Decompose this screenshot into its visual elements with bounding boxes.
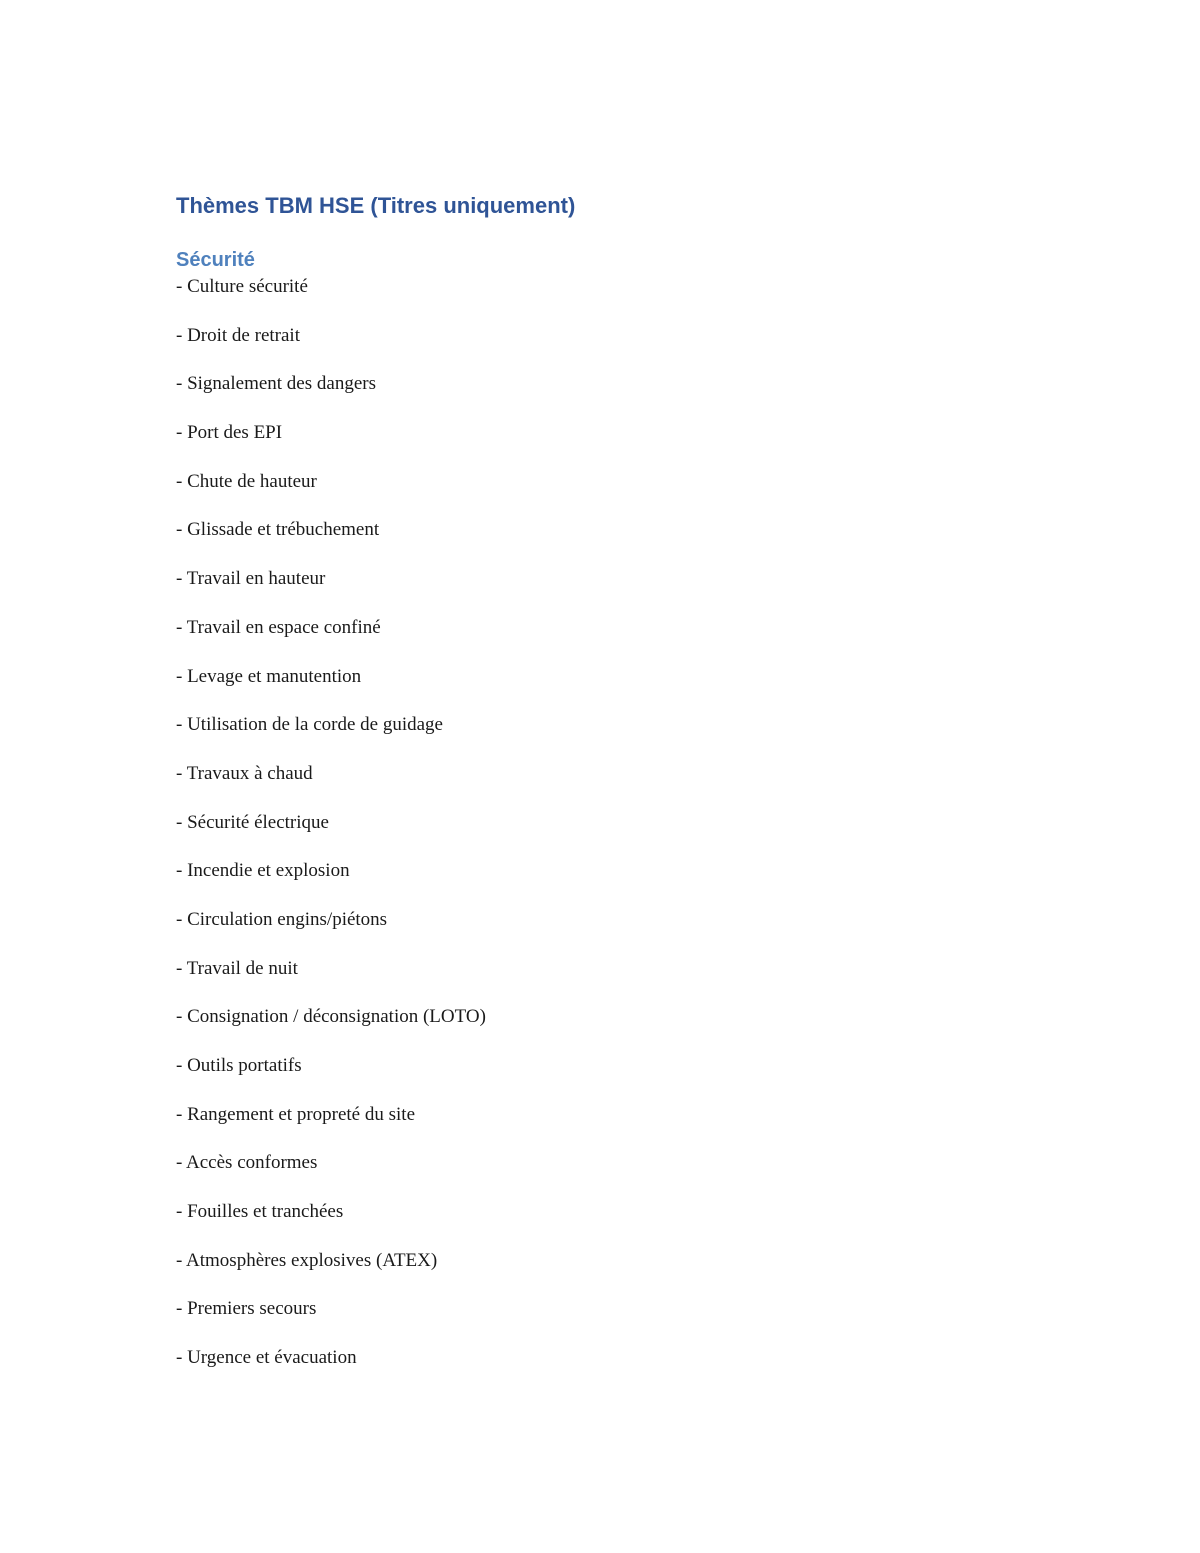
document-content — [176, 190, 1036, 1394]
section-heading-securite: Sécurité — [176, 249, 255, 271]
topic-list — [176, 274, 1036, 1394]
list-item: - Fouilles et tranchées — [176, 1201, 344, 1223]
list-item: - Travail de nuit — [176, 957, 298, 979]
list-item: - Consignation / déconsignation (LOTO) — [176, 1006, 486, 1028]
list-item: - Glissade et trébuchement — [176, 519, 380, 541]
list-item: - Utilisation de la corde de guidage — [176, 714, 443, 736]
list-item: - Travaux à chaud — [176, 762, 313, 784]
list-item: - Rangement et propreté du site — [176, 1103, 416, 1125]
document-title: Thèmes TBM HSE (Titres uniquement) — [176, 193, 576, 218]
list-item: - Droit de retrait — [176, 324, 300, 346]
list-item: - Incendie et explosion — [176, 860, 350, 882]
list-item: - Urgence et évacuation — [176, 1347, 357, 1369]
list-item: - Travail en hauteur — [176, 568, 326, 590]
list-item: - Culture sécurité — [176, 276, 308, 297]
list-item: - Outils portatifs — [176, 1055, 302, 1076]
list-item: - Signalement des dangers — [176, 373, 376, 395]
list-item: - Atmosphères explosives (ATEX) — [176, 1249, 438, 1271]
list-item: - Levage et manutention — [176, 665, 362, 687]
list-item: - Premiers secours — [176, 1298, 317, 1320]
list-item: - Accès conformes — [176, 1152, 318, 1174]
list-item: - Travail en espace confiné — [176, 616, 381, 638]
list-item: - Sécurité électrique — [176, 811, 329, 833]
list-item: - Chute de hauteur — [176, 470, 317, 492]
list-item: - Port des EPI — [176, 422, 283, 444]
list-item: - Circulation engins/piétons — [176, 908, 388, 930]
